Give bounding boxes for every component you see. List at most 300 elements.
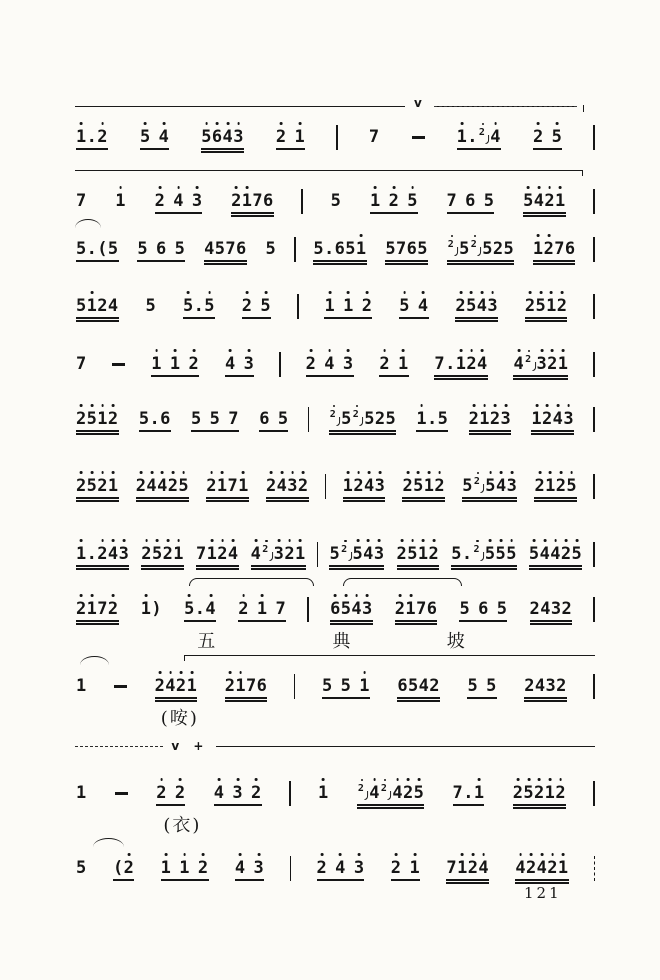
octave-dot — [160, 778, 163, 781]
note-digit: 4 — [204, 239, 215, 259]
note-group — [140, 600, 163, 625]
note-digit: 4 — [418, 676, 430, 696]
octave-dot — [91, 404, 94, 407]
barline — [290, 856, 292, 881]
note-digit: 4 — [513, 355, 524, 374]
note-digit: 1 — [531, 410, 542, 429]
beam-underline — [451, 568, 517, 570]
beam-underline — [434, 378, 487, 380]
beam-underline — [196, 568, 239, 570]
note-digit: 3 — [507, 477, 518, 496]
note-digit: 2 — [547, 355, 558, 374]
note-digit: 5 — [204, 297, 215, 316]
octave-dot — [527, 186, 530, 189]
note-digit: 2 — [76, 477, 87, 496]
octave-dot — [202, 853, 205, 856]
beam-underline — [343, 497, 386, 499]
note-digit: 2 — [353, 477, 364, 496]
note-digit: 5 — [330, 191, 342, 211]
note-group — [514, 859, 569, 884]
phrase-line — [75, 170, 583, 176]
beam-underline — [469, 430, 512, 432]
beam-underline — [196, 565, 239, 567]
octave-dot — [80, 404, 83, 407]
note-digit: 1 — [356, 240, 367, 259]
beam-underline — [139, 430, 171, 432]
beam-underline — [141, 568, 184, 570]
tie-arc — [75, 219, 101, 228]
note-digit: 2 — [76, 600, 87, 619]
barline — [593, 781, 595, 806]
note-group — [205, 477, 250, 502]
octave-dot — [546, 404, 549, 407]
grace-note-2: 2 — [479, 128, 489, 138]
note-group — [182, 297, 216, 322]
note-digit: 5 — [87, 410, 98, 429]
octave-dot — [182, 471, 185, 474]
octave-dot — [101, 471, 104, 474]
octave-dot — [161, 471, 164, 474]
notation-sign: . — [194, 599, 206, 619]
note-digit: 4 — [173, 192, 184, 211]
octave-dot — [180, 671, 183, 674]
note-group — [396, 545, 441, 570]
grace-note-2: 2 — [381, 784, 391, 794]
notation-sign: . — [149, 409, 161, 429]
octave-dot — [232, 539, 235, 542]
beam-underline — [462, 500, 517, 502]
octave-dot — [333, 405, 335, 407]
note-digit: 5 — [260, 297, 271, 316]
note-group — [446, 192, 496, 217]
beam-underline — [206, 500, 249, 502]
beam-underline — [395, 620, 438, 622]
note-digit: 1 — [97, 410, 108, 429]
octave-dot — [539, 291, 542, 294]
octave-dot — [165, 853, 168, 856]
note-digit: 3 — [375, 477, 386, 496]
note-group — [203, 240, 248, 265]
note-digit: 2 — [155, 192, 166, 211]
octave-dot — [489, 539, 492, 542]
octave-dot — [310, 349, 313, 352]
note-digit: 1 — [457, 859, 468, 878]
system-12 — [75, 852, 595, 884]
note-digit: 2 — [155, 677, 166, 696]
note-group — [144, 297, 157, 322]
beam-underline — [204, 263, 247, 265]
octave-dot — [399, 594, 402, 597]
note-digit: 4 — [214, 784, 225, 803]
octave-dot — [550, 291, 553, 294]
note-digit: 2 — [317, 859, 328, 878]
note-group — [230, 192, 275, 217]
octave-dot — [347, 471, 350, 474]
beam-underline — [191, 430, 239, 432]
octave-dot — [379, 471, 382, 474]
beam-underline — [225, 700, 268, 702]
note-digit: 5 — [399, 297, 410, 316]
beam-underline — [183, 317, 215, 319]
note-digit: 2 — [266, 477, 277, 496]
barline — [593, 352, 595, 377]
note-digit: 2 — [434, 477, 445, 496]
note-group — [328, 410, 397, 435]
beam-underline — [455, 317, 498, 319]
note-digit: 5 — [506, 545, 517, 564]
note-digit: 2 — [534, 784, 545, 803]
octave-dot — [519, 853, 522, 856]
octave-dot — [347, 291, 350, 294]
beam-underline — [402, 497, 445, 499]
phrase-line — [184, 655, 595, 661]
octave-dot — [357, 471, 360, 474]
note-digit: 7 — [228, 409, 239, 429]
octave-dot — [156, 539, 159, 542]
note-digit: 2 — [284, 545, 295, 564]
octave-dot — [236, 778, 239, 781]
note-digit: 6 — [256, 676, 268, 696]
note-group — [530, 410, 575, 435]
note-digit: 7 — [368, 127, 380, 147]
note-group — [154, 192, 204, 217]
note-digit: 4 — [537, 859, 548, 878]
octave-dot — [192, 349, 195, 352]
beam-underline — [329, 433, 396, 435]
note-group — [265, 477, 310, 502]
note-digit: 1 — [187, 677, 198, 696]
note-digit: 4 — [490, 128, 501, 147]
octave-dot — [205, 122, 208, 125]
octave-dot — [246, 186, 249, 189]
octave-dot — [529, 291, 532, 294]
beam-underline — [399, 317, 428, 319]
octave-dot — [472, 404, 475, 407]
note-digit: 1 — [424, 477, 435, 496]
octave-dot — [177, 186, 180, 189]
note-digit: 5 — [523, 784, 534, 803]
note-group — [394, 600, 439, 625]
beam-underline — [155, 212, 203, 214]
note-digit: 5 — [174, 239, 186, 259]
note-digit: 5 — [552, 128, 563, 147]
note-digit: 2 — [428, 545, 439, 564]
note-digit: 2 — [389, 192, 400, 211]
beam-underline — [251, 565, 306, 567]
beam-underline — [530, 620, 573, 622]
beam-underline — [530, 623, 573, 625]
note-digit: 2 — [534, 477, 545, 496]
note-group — [195, 545, 240, 570]
note-group — [356, 784, 425, 809]
note-digit: 7 — [76, 191, 87, 211]
note-digit: 2 — [298, 477, 309, 496]
note-digit: 4 — [478, 859, 489, 878]
note-digit: 5 — [413, 477, 424, 496]
octave-dot — [261, 594, 264, 597]
note-group — [454, 297, 499, 322]
note-digit: 3 — [500, 410, 511, 429]
octave-dot — [402, 349, 405, 352]
note-group — [342, 477, 387, 502]
octave-dot — [302, 471, 305, 474]
system-8 — [75, 538, 595, 570]
note-digit: 2 — [555, 784, 566, 803]
note-digit: 5 — [459, 599, 471, 619]
octave-dot — [91, 471, 94, 474]
octave-dot — [112, 471, 115, 474]
note-digit: 4 — [277, 477, 288, 496]
beam-underline — [515, 879, 568, 881]
note-digit: 4 — [108, 545, 119, 564]
note-digit: 2 — [108, 600, 119, 619]
beam-underline — [204, 260, 247, 262]
octave-dot — [281, 471, 284, 474]
note-digit: 4 — [159, 128, 170, 147]
note-group — [75, 600, 120, 625]
octave-dot — [257, 853, 260, 856]
grace-note-2: 2 — [473, 545, 483, 555]
note-group — [75, 240, 120, 265]
beam-underline — [238, 620, 286, 622]
phrase-line — [75, 106, 405, 112]
notation-sign: . — [86, 544, 98, 564]
note-digit: 4 — [351, 600, 362, 619]
octave-dot — [420, 404, 423, 407]
beam-underline — [524, 700, 567, 702]
octave-dot — [557, 404, 560, 407]
note-digit: 2 — [217, 545, 228, 564]
note-group — [321, 677, 371, 702]
barline — [593, 597, 595, 622]
octave-dot — [187, 291, 190, 294]
octave-dot — [347, 349, 350, 352]
phrase-line-dashed — [434, 106, 577, 107]
beam-underline — [76, 497, 119, 499]
lyric-syllable: 典 — [332, 631, 353, 652]
octave-dot — [166, 539, 169, 542]
note-digit: 5 — [152, 545, 163, 564]
octave-dot — [396, 778, 399, 781]
note-group — [234, 859, 265, 884]
beam-underline — [379, 375, 408, 377]
note-digit: 5 — [407, 192, 418, 211]
octave-dot — [510, 539, 513, 542]
octave-dot — [533, 539, 536, 542]
note-digit: 5 — [265, 239, 277, 259]
note-digit: 4 — [418, 297, 429, 316]
note-digit: 2 — [108, 410, 119, 429]
octave-dot — [549, 778, 552, 781]
notation-sign: ( — [97, 239, 108, 259]
beam-underline — [324, 317, 372, 319]
barline — [289, 781, 291, 806]
note-digit: 2 — [379, 355, 390, 374]
beam-underline — [206, 497, 249, 499]
note-digit: 6 — [406, 239, 418, 259]
note-digit: 1 — [343, 477, 354, 496]
beam-underline — [451, 565, 517, 567]
beam-underline — [397, 568, 440, 570]
note-group — [458, 600, 508, 625]
grace-note-2: 2 — [448, 240, 458, 250]
note-group — [250, 545, 307, 570]
system-2 — [75, 185, 595, 217]
note-digit: 5 — [145, 296, 157, 316]
octave-dot — [145, 594, 148, 597]
note-digit: 3 — [244, 355, 255, 374]
beam-underline — [201, 148, 244, 150]
system-4 — [75, 290, 595, 322]
beam-underline — [329, 565, 384, 567]
grace-note-2: 2 — [471, 240, 481, 250]
note-digit: 1 — [173, 545, 184, 564]
phrase-divider — [75, 739, 595, 753]
beam-underline — [225, 375, 254, 377]
note-digit: 5 — [485, 545, 496, 564]
note-group — [330, 192, 343, 217]
beam-underline — [525, 320, 568, 322]
note-group — [329, 600, 374, 625]
note-digit: 2 — [469, 410, 480, 429]
note-digit: 1 — [76, 783, 87, 803]
note-digit: 1 — [76, 676, 87, 696]
octave-dot — [128, 853, 131, 856]
grace-note-2: 2 — [341, 545, 351, 555]
octave-dot — [548, 186, 551, 189]
octave-dot — [422, 539, 425, 542]
note-digit: 4 — [515, 859, 526, 878]
note-digit: 2 — [490, 410, 501, 429]
notation-sign: . — [463, 783, 474, 803]
octave-dot — [159, 671, 162, 674]
note-digit: 2 — [544, 240, 555, 259]
note-digit: 1 — [217, 477, 228, 496]
octave-dot — [229, 671, 232, 674]
beam-underline — [446, 879, 489, 881]
note-digit: 2 — [544, 192, 555, 211]
octave-dot — [208, 291, 211, 294]
octave-dot — [538, 186, 541, 189]
octave-dot — [428, 471, 431, 474]
note-digit: 5 — [503, 239, 515, 259]
note-digit: 5 — [408, 676, 419, 696]
note-digit: 3 — [254, 859, 265, 878]
octave-dot — [383, 349, 386, 352]
beam-underline — [467, 697, 496, 699]
octave-dot — [461, 853, 464, 856]
note-group — [317, 784, 330, 809]
beam-underline — [343, 500, 386, 502]
note-digit: 7 — [452, 783, 464, 803]
octave-dot — [418, 778, 421, 781]
octave-dot — [460, 349, 463, 352]
note-group — [396, 677, 441, 702]
note-digit: 2 — [561, 599, 573, 619]
lyric-syllable: 坡 — [446, 631, 467, 652]
note-digit: 5 — [313, 239, 324, 259]
beam-underline — [531, 430, 574, 432]
note-digit: 1 — [409, 859, 420, 878]
octave-dot — [255, 539, 258, 542]
note-group — [75, 192, 88, 217]
beam-underline — [266, 497, 309, 499]
note-digit: 6 — [263, 191, 274, 211]
note-digit: 2 — [238, 600, 249, 619]
note-group — [75, 859, 88, 884]
note-digit: 4 — [550, 545, 561, 564]
beam-underline — [534, 500, 577, 502]
tie-arc — [93, 838, 124, 847]
octave-dot — [112, 404, 115, 407]
note-digit: 1 — [87, 297, 98, 316]
beam-underline — [462, 497, 517, 499]
octave-dot — [210, 471, 213, 474]
note-digit: 1 — [87, 600, 98, 619]
octave-dot — [265, 540, 267, 542]
lyric-syllable: 五 — [197, 631, 218, 652]
note-group — [139, 128, 170, 153]
note-digit: 7 — [97, 599, 108, 619]
note-digit: 2 — [362, 297, 373, 316]
beam-underline — [231, 215, 274, 217]
note-group — [190, 410, 240, 435]
barline — [593, 294, 595, 319]
note-group — [398, 297, 429, 322]
note-digit: 2 — [163, 545, 174, 564]
octave-dot — [144, 122, 147, 125]
octave-dot — [554, 539, 557, 542]
note-digit: 1 — [324, 297, 335, 316]
notation-sign: . — [193, 296, 205, 316]
note-digit: 2 — [97, 128, 108, 147]
notation-sign: ( — [112, 858, 124, 878]
note-digit: 5 — [76, 858, 87, 878]
note-digit: 5 — [87, 477, 98, 496]
note-digit: 2 — [468, 859, 479, 878]
note-digit: 1 — [115, 192, 126, 211]
octave-dot — [339, 853, 342, 856]
note-digit: 4 — [165, 677, 176, 696]
note-digit: 1 — [457, 128, 468, 147]
note-digit: 5 — [467, 676, 479, 696]
note-group — [529, 600, 574, 625]
octave-dot — [177, 539, 180, 542]
beam-underline — [155, 700, 198, 702]
note-group — [401, 477, 446, 502]
page-number: 121 — [524, 884, 562, 902]
note-digit: 6 — [330, 600, 341, 619]
notation-sign: . — [445, 354, 456, 374]
note-digit: 5 — [140, 128, 151, 147]
beam-underline — [201, 151, 244, 153]
note-digit: 3 — [550, 599, 562, 619]
octave-dot — [556, 122, 559, 125]
beam-underline — [397, 700, 440, 702]
beam-underline — [313, 260, 366, 262]
note-digit: 1 — [456, 355, 467, 374]
note-digit: 2 — [175, 784, 186, 803]
octave-dot — [494, 122, 497, 125]
barline — [279, 352, 281, 377]
barline — [593, 237, 595, 262]
beam-underline — [391, 879, 420, 881]
note-digit: 1 — [170, 355, 181, 374]
octave-dot — [470, 349, 473, 352]
note-digit: 4 — [107, 296, 119, 316]
note-digit: 5 — [485, 477, 496, 496]
note-group — [445, 859, 490, 884]
